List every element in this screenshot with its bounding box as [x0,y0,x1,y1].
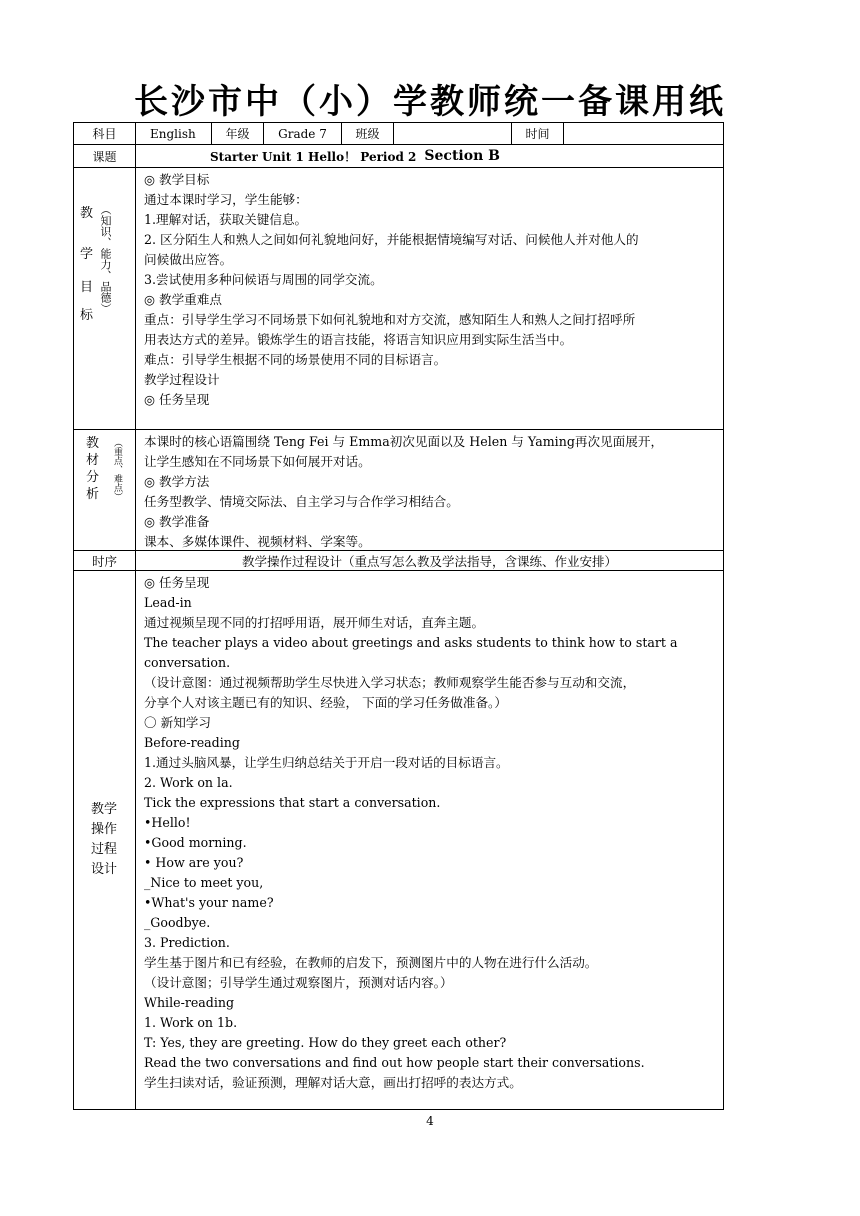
objectives-line: ◎ 任务呈现 [144,392,210,407]
topic-value [136,145,723,167]
materials-row [74,430,723,551]
process-line: •Hello! [144,815,191,830]
class-label: 班级 [342,123,394,144]
process-line: 学生基于图片和已有经验，在教师的启发下，预测图片中的人物在进行什么活动。 [144,955,598,970]
process-line: conversation. [144,655,231,670]
process-line: The teacher plays a video about greetings and asks students to think how to start a [144,635,678,650]
objectives-line: 3.尝试使用多种问候语与周围的同学交流。 [144,272,383,287]
materials-line: 任务型教学、情境交际法、自主学习与合作学习相结合。 [144,494,459,509]
materials-line: ◎ 教学准备 [144,514,210,529]
grade-label: 年级 [212,123,264,144]
lesson-plan-table [73,122,724,1110]
objectives-label-char: 目 [80,280,94,295]
objectives-label-char: 学 [80,247,94,262]
sequence-label: 时序 [74,551,136,570]
process-label-line: 教学 [90,802,117,817]
process-line: 分享个人对该主题已有的知识、经验， 下面的学习任务做准备。） [144,695,507,710]
process-line: Tick the expressions that start a conversation. [144,795,441,810]
process-line: While-reading [144,995,235,1010]
page-title: 长沙市中（小）学教师统一备课用纸 [134,82,726,122]
objectives-line: 2. 区分陌生人和熟人之间如何礼貌地问好，并能根据情境编写对话、问候他人并对他人的 [144,232,639,247]
objectives-line: ◎ 教学重难点 [144,292,222,307]
process-line: 2. Work on la. [144,775,233,790]
objectives-content [136,168,723,410]
process-line: 〇 新知学习 [144,715,211,730]
topic-section: Section B [424,148,500,164]
process-label-line: 过程 [90,842,117,857]
process-line: •What's your name? [144,895,274,910]
materials-line: ◎ 教学方法 [144,474,210,489]
info-row [74,123,723,145]
objectives-line: 用表达方式的差异。锻炼学生的语言技能，将语言知识应用到实际生活当中。 [144,332,573,347]
grade-value: Grade 7 [264,123,342,144]
objectives-line: 1.理解对话，获取关键信息。 [144,212,308,227]
process-line: • How are you? [144,855,244,870]
process-line: 1. Work on 1b. [144,1015,238,1030]
subject-value: English [136,123,212,144]
process-content [136,571,723,1093]
process-line: 3. Prediction. [144,935,230,950]
materials-label-char: 析 [86,487,100,502]
process-line: _Nice to meet you, [144,875,264,890]
process-line: 通过视频呈现不同的打招呼用语，展开师生对话，直奔主题。 [144,615,485,630]
objectives-label-char: 标 [80,308,94,323]
process-line: Before-reading [144,735,240,750]
process-line: 学生扫读对话，验证预测，理解对话大意，画出打招呼的表达方式。 [144,1075,522,1090]
topic-row [74,145,723,168]
materials-label-sub: （重点、难点） [112,438,122,501]
process-line: 1.通过头脑风暴，让学生归纳总结关于开启一段对话的目标语言。 [144,755,509,770]
process-line: （设计意图；引导学生通过观察图片，预测对话内容。） [144,975,453,990]
objectives-line: 教学过程设计 [144,372,220,387]
objectives-line: 重点：引导学生学习不同场景下如何礼貌地和对方交流，感知陌生人和熟人之间打招呼所 [144,312,636,327]
process-line: ◎ 任务呈现 [144,575,210,590]
materials-label-char: 分 [86,470,100,485]
process-line: Lead-in [144,595,192,610]
topic-label: 课题 [74,145,136,167]
process-line: Read the two conversations and find out how people start their conversations. [144,1055,645,1070]
time-value [564,123,723,144]
materials-line: 课本、多媒体课件、视频材料、学案等。 [144,534,371,549]
time-label: 时间 [512,123,564,144]
class-value [394,123,512,144]
process-label-line: 操作 [90,822,117,837]
objectives-label-sub: （知识、能力、品德） [99,204,112,314]
objectives-row [74,168,723,430]
objectives-label [74,168,136,429]
process-line: •Good morning. [144,835,247,850]
process-line: T: Yes, they are greeting. How do they greet each other? [144,1035,507,1050]
sequence-row [74,551,723,571]
page-number: 4 [426,1114,434,1128]
materials-content [136,430,723,552]
objectives-line: 问候做出应答。 [144,252,233,267]
materials-line: 让学生感知在不同场景下如何展开对话。 [144,454,371,469]
materials-line: 本课时的核心语篇围绕 Teng Fei 与 Emma初次见面以及 Helen 与 Yaming再次见面展开， [144,434,664,449]
topic-unit: Starter Unit 1 Hello！ Period 2 [210,149,417,164]
objectives-line: 通过本课时学习，学生能够： [144,192,308,207]
process-label [74,571,136,1109]
objectives-line: 难点：引导学生根据不同的场景使用不同的目标语言。 [144,352,447,367]
process-line: （设计意图：通过视频帮助学生尽快进入学习状态；教师观察学生能否参与互动和交流， [144,675,636,690]
objectives-label-char: 教 [80,206,94,221]
materials-label [74,430,136,550]
sequence-value: 教学操作过程设计（重点写怎么教及学法指导，含课练、作业安排） [241,553,617,569]
process-line: _Goodbye. [144,915,211,930]
process-row [74,571,723,1109]
materials-label-char: 教 [86,436,100,451]
process-label-line: 设计 [90,862,117,877]
subject-label: 科目 [74,123,136,144]
materials-label-char: 材 [86,453,100,468]
objectives-line: ◎ 教学目标 [144,172,210,187]
